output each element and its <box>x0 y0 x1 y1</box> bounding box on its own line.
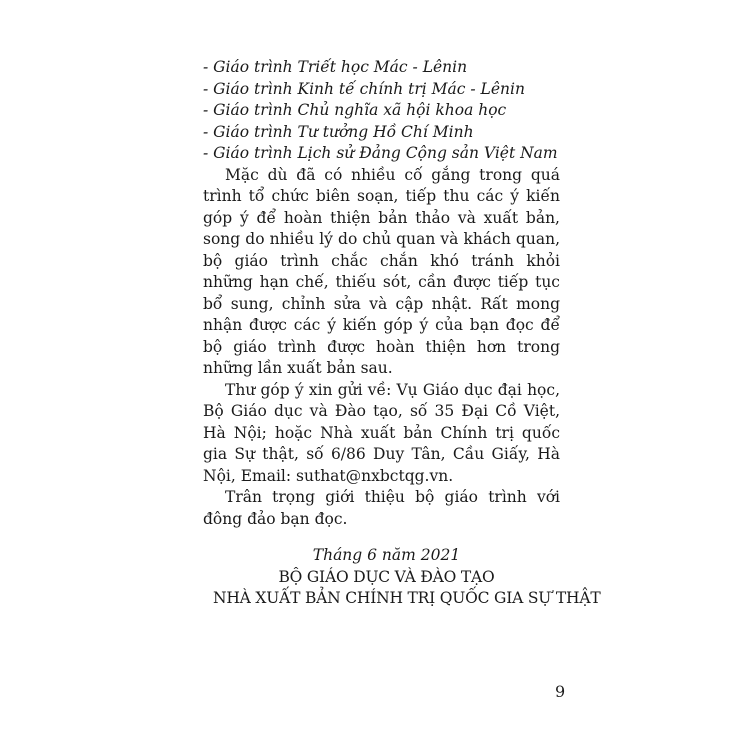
paragraph-introduction: Trân trọng giới thiệu bộ giáo trình với đông đảo bạn đọc. <box>203 488 560 528</box>
signature-org-ministry: BỘ GIÁO DỤC VÀ ĐÀO TẠO <box>278 567 495 586</box>
list-item: - Giáo trình Lịch sử Đảng Cộng sản Việt Nam <box>203 144 558 162</box>
paragraph-contact: Thư góp ý xin gửi về: Vụ Giáo dục đại học, Bộ Giáo dục và Đào tạo, số 35 Đại Cồ Việt, Hà Nội; hoặc Nhà xuất bản Chính trị quốc gia Sự thật, số 6/86 Duy Tân, Cầu Giấy, Hà Nội, Email: suthat@nxbctqg.vn. <box>203 380 560 485</box>
list-item: - Giáo trình Tư tưởng Hồ Chí Minh <box>203 122 474 141</box>
paragraph-feedback: Mặc dù đã có nhiều cố gắng trong quá trình tổ chức biên soạn, tiếp thu các ý kiến góp ý để hoàn thiện bản thảo và xuất bản, song do nhiều lý do chủ quan và khách quan, bộ giáo trình chắc chắn khó tránh khỏi những hạn chế, thiếu sót, cần được tiếp tục bổ sung, chỉnh sửa và cập nhật. Rất mong nhận được các ý kiến góp ý của bạn đọc để bộ giáo trình được hoàn thiện hơn trong những lần xuất bản sau. <box>203 165 560 377</box>
text-block <box>203 57 601 610</box>
signature-block <box>203 545 601 610</box>
list-item: - Giáo trình Triết học Mác - Lênin <box>203 58 468 76</box>
signature-date: Tháng 6 năm 2021 <box>312 546 461 564</box>
signature-org-publisher: NHÀ XUẤT BẢN CHÍNH TRỊ QUỐC GIA SỰ THẬT <box>213 589 601 607</box>
list-item: - Giáo trình Kinh tế chính trị Mác - Lênin <box>203 79 525 98</box>
page-number: 9 <box>555 682 566 701</box>
textbook-list <box>203 57 560 165</box>
list-item: - Giáo trình Chủ nghĩa xã hội khoa học <box>203 101 507 119</box>
